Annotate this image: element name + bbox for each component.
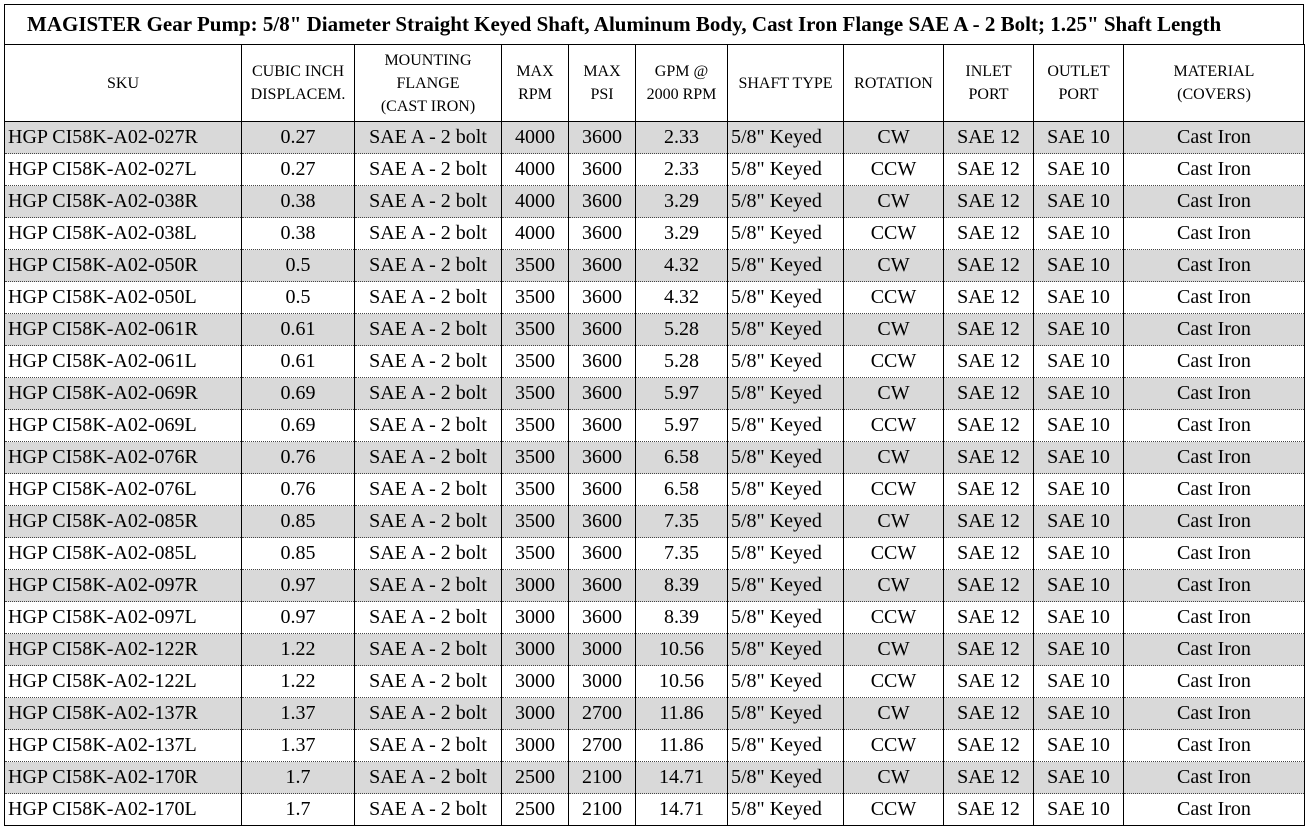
table-row: [5, 410, 1305, 442]
cell-gpm: 3.29: [636, 218, 728, 250]
header-row: [5, 45, 1305, 122]
cell-mounting-flange: SAE A - 2 bolt: [355, 442, 502, 474]
cell-inlet-port: SAE 12: [944, 346, 1034, 378]
cell-max-rpm: 3500: [502, 506, 569, 538]
cell-sku: HGP CI58K-A02-076R: [5, 442, 242, 474]
cell-mounting-flange: SAE A - 2 bolt: [355, 314, 502, 346]
cell-outlet-port: SAE 10: [1034, 154, 1124, 186]
cell-mounting-flange: SAE A - 2 bolt: [355, 378, 502, 410]
cell-inlet-port: SAE 12: [944, 634, 1034, 666]
cell-outlet-port: SAE 10: [1034, 314, 1124, 346]
cell-mounting-flange: SAE A - 2 bolt: [355, 474, 502, 506]
cell-shaft-type: 5/8" Keyed: [728, 538, 844, 570]
cell-max-psi: 3600: [569, 538, 636, 570]
cell-max-rpm: 2500: [502, 794, 569, 826]
cell-mounting-flange: SAE A - 2 bolt: [355, 634, 502, 666]
cell-material: Cast Iron: [1124, 538, 1305, 570]
table-row: [5, 538, 1305, 570]
table-row: [5, 634, 1305, 666]
cell-displacement: 0.85: [242, 506, 355, 538]
cell-max-rpm: 4000: [502, 154, 569, 186]
cell-mounting-flange: SAE A - 2 bolt: [355, 186, 502, 218]
cell-displacement: 0.97: [242, 570, 355, 602]
cell-material: Cast Iron: [1124, 698, 1305, 730]
cell-rotation: CCW: [844, 730, 944, 762]
cell-mounting-flange: SAE A - 2 bolt: [355, 122, 502, 154]
cell-shaft-type: 5/8" Keyed: [728, 730, 844, 762]
cell-gpm: 10.56: [636, 666, 728, 698]
cell-displacement: 0.61: [242, 314, 355, 346]
cell-mounting-flange: SAE A - 2 bolt: [355, 250, 502, 282]
table-row: [5, 474, 1305, 506]
column-header-displacement: CUBIC INCH DISPLACEM.: [242, 45, 355, 122]
cell-sku: HGP CI58K-A02-085L: [5, 538, 242, 570]
cell-max-psi: 2700: [569, 730, 636, 762]
cell-max-rpm: 3500: [502, 410, 569, 442]
cell-max-psi: 3600: [569, 410, 636, 442]
cell-outlet-port: SAE 10: [1034, 410, 1124, 442]
cell-material: Cast Iron: [1124, 762, 1305, 794]
column-header-mounting-flange: MOUNTING FLANGE (CAST IRON): [355, 45, 502, 122]
cell-sku: HGP CI58K-A02-069L: [5, 410, 242, 442]
cell-max-psi: 3600: [569, 378, 636, 410]
table-row: [5, 506, 1305, 538]
cell-mounting-flange: SAE A - 2 bolt: [355, 570, 502, 602]
cell-displacement: 1.22: [242, 666, 355, 698]
cell-sku: HGP CI58K-A02-069R: [5, 378, 242, 410]
cell-max-psi: 2100: [569, 762, 636, 794]
cell-gpm: 7.35: [636, 506, 728, 538]
table-row: [5, 666, 1305, 698]
cell-max-rpm: 3000: [502, 666, 569, 698]
cell-inlet-port: SAE 12: [944, 378, 1034, 410]
cell-outlet-port: SAE 10: [1034, 282, 1124, 314]
cell-sku: HGP CI58K-A02-097R: [5, 570, 242, 602]
cell-mounting-flange: SAE A - 2 bolt: [355, 666, 502, 698]
column-header-inlet-port: INLET PORT: [944, 45, 1034, 122]
cell-max-psi: 3600: [569, 346, 636, 378]
cell-max-psi: 3600: [569, 218, 636, 250]
cell-displacement: 0.69: [242, 378, 355, 410]
cell-sku: HGP CI58K-A02-170R: [5, 762, 242, 794]
cell-sku: HGP CI58K-A02-137R: [5, 698, 242, 730]
table-row: [5, 602, 1305, 634]
cell-shaft-type: 5/8" Keyed: [728, 442, 844, 474]
cell-gpm: 10.56: [636, 634, 728, 666]
cell-gpm: 2.33: [636, 122, 728, 154]
cell-inlet-port: SAE 12: [944, 570, 1034, 602]
cell-outlet-port: SAE 10: [1034, 186, 1124, 218]
cell-gpm: 7.35: [636, 538, 728, 570]
cell-gpm: 3.29: [636, 186, 728, 218]
cell-gpm: 6.58: [636, 474, 728, 506]
table-row: [5, 314, 1305, 346]
cell-max-rpm: 3000: [502, 602, 569, 634]
cell-mounting-flange: SAE A - 2 bolt: [355, 730, 502, 762]
cell-shaft-type: 5/8" Keyed: [728, 762, 844, 794]
table-row: [5, 282, 1305, 314]
column-header-shaft-type: SHAFT TYPE: [728, 45, 844, 122]
cell-max-psi: 3600: [569, 122, 636, 154]
cell-shaft-type: 5/8" Keyed: [728, 698, 844, 730]
cell-inlet-port: SAE 12: [944, 314, 1034, 346]
cell-displacement: 0.27: [242, 122, 355, 154]
cell-outlet-port: SAE 10: [1034, 602, 1124, 634]
cell-rotation: CW: [844, 506, 944, 538]
cell-gpm: 5.28: [636, 314, 728, 346]
cell-max-psi: 3600: [569, 442, 636, 474]
cell-displacement: 0.5: [242, 282, 355, 314]
cell-outlet-port: SAE 10: [1034, 730, 1124, 762]
table-row: [5, 250, 1305, 282]
cell-max-psi: 3000: [569, 666, 636, 698]
cell-rotation: CCW: [844, 602, 944, 634]
cell-mounting-flange: SAE A - 2 bolt: [355, 698, 502, 730]
cell-gpm: 11.86: [636, 730, 728, 762]
cell-rotation: CCW: [844, 410, 944, 442]
cell-outlet-port: SAE 10: [1034, 762, 1124, 794]
cell-inlet-port: SAE 12: [944, 474, 1034, 506]
cell-max-rpm: 3000: [502, 698, 569, 730]
cell-material: Cast Iron: [1124, 410, 1305, 442]
cell-max-rpm: 3500: [502, 378, 569, 410]
cell-outlet-port: SAE 10: [1034, 506, 1124, 538]
cell-shaft-type: 5/8" Keyed: [728, 314, 844, 346]
cell-sku: HGP CI58K-A02-027R: [5, 122, 242, 154]
cell-sku: HGP CI58K-A02-122R: [5, 634, 242, 666]
cell-sku: HGP CI58K-A02-097L: [5, 602, 242, 634]
cell-max-rpm: 3500: [502, 442, 569, 474]
cell-sku: HGP CI58K-A02-050L: [5, 282, 242, 314]
cell-outlet-port: SAE 10: [1034, 250, 1124, 282]
cell-inlet-port: SAE 12: [944, 154, 1034, 186]
cell-inlet-port: SAE 12: [944, 442, 1034, 474]
cell-mounting-flange: SAE A - 2 bolt: [355, 762, 502, 794]
cell-gpm: 8.39: [636, 602, 728, 634]
table-row: [5, 378, 1305, 410]
cell-max-rpm: 3500: [502, 282, 569, 314]
cell-outlet-port: SAE 10: [1034, 346, 1124, 378]
table-row: [5, 122, 1305, 154]
cell-gpm: 5.28: [636, 346, 728, 378]
cell-displacement: 0.38: [242, 218, 355, 250]
cell-rotation: CCW: [844, 346, 944, 378]
cell-outlet-port: SAE 10: [1034, 698, 1124, 730]
cell-max-rpm: 3000: [502, 634, 569, 666]
cell-material: Cast Iron: [1124, 474, 1305, 506]
cell-inlet-port: SAE 12: [944, 218, 1034, 250]
cell-max-psi: 3600: [569, 282, 636, 314]
cell-rotation: CCW: [844, 538, 944, 570]
cell-rotation: CCW: [844, 794, 944, 826]
cell-sku: HGP CI58K-A02-061L: [5, 346, 242, 378]
cell-max-psi: 3600: [569, 314, 636, 346]
cell-max-rpm: 4000: [502, 122, 569, 154]
table-row: [5, 730, 1305, 762]
table-row: [5, 570, 1305, 602]
cell-rotation: CCW: [844, 666, 944, 698]
table-body: [5, 122, 1305, 826]
cell-inlet-port: SAE 12: [944, 794, 1034, 826]
cell-sku: HGP CI58K-A02-038R: [5, 186, 242, 218]
cell-material: Cast Iron: [1124, 602, 1305, 634]
cell-shaft-type: 5/8" Keyed: [728, 250, 844, 282]
cell-inlet-port: SAE 12: [944, 762, 1034, 794]
cell-gpm: 14.71: [636, 762, 728, 794]
cell-displacement: 0.76: [242, 442, 355, 474]
cell-gpm: 8.39: [636, 570, 728, 602]
cell-max-psi: 3000: [569, 634, 636, 666]
cell-inlet-port: SAE 12: [944, 698, 1034, 730]
cell-shaft-type: 5/8" Keyed: [728, 634, 844, 666]
cell-max-rpm: 3500: [502, 538, 569, 570]
cell-mounting-flange: SAE A - 2 bolt: [355, 602, 502, 634]
cell-displacement: 0.76: [242, 474, 355, 506]
cell-sku: HGP CI58K-A02-170L: [5, 794, 242, 826]
cell-rotation: CW: [844, 570, 944, 602]
table-row: [5, 346, 1305, 378]
cell-mounting-flange: SAE A - 2 bolt: [355, 794, 502, 826]
cell-max-rpm: 4000: [502, 186, 569, 218]
cell-max-rpm: 3500: [502, 474, 569, 506]
cell-displacement: 0.97: [242, 602, 355, 634]
cell-material: Cast Iron: [1124, 666, 1305, 698]
cell-max-psi: 3600: [569, 154, 636, 186]
cell-sku: HGP CI58K-A02-137L: [5, 730, 242, 762]
cell-material: Cast Iron: [1124, 250, 1305, 282]
cell-max-rpm: 3500: [502, 346, 569, 378]
cell-gpm: 4.32: [636, 282, 728, 314]
cell-material: Cast Iron: [1124, 314, 1305, 346]
cell-mounting-flange: SAE A - 2 bolt: [355, 282, 502, 314]
column-header-gpm: GPM @ 2000 RPM: [636, 45, 728, 122]
cell-gpm: 4.32: [636, 250, 728, 282]
cell-mounting-flange: SAE A - 2 bolt: [355, 506, 502, 538]
cell-max-rpm: 3500: [502, 314, 569, 346]
cell-material: Cast Iron: [1124, 186, 1305, 218]
cell-displacement: 1.7: [242, 794, 355, 826]
cell-displacement: 0.61: [242, 346, 355, 378]
cell-inlet-port: SAE 12: [944, 282, 1034, 314]
cell-displacement: 0.38: [242, 186, 355, 218]
cell-shaft-type: 5/8" Keyed: [728, 474, 844, 506]
cell-max-psi: 3600: [569, 186, 636, 218]
cell-rotation: CW: [844, 442, 944, 474]
cell-displacement: 0.85: [242, 538, 355, 570]
cell-rotation: CW: [844, 314, 944, 346]
table-row: [5, 698, 1305, 730]
cell-mounting-flange: SAE A - 2 bolt: [355, 410, 502, 442]
cell-material: Cast Iron: [1124, 570, 1305, 602]
cell-material: Cast Iron: [1124, 730, 1305, 762]
cell-displacement: 1.37: [242, 698, 355, 730]
cell-rotation: CW: [844, 186, 944, 218]
cell-inlet-port: SAE 12: [944, 506, 1034, 538]
cell-displacement: 1.7: [242, 762, 355, 794]
table-row: [5, 154, 1305, 186]
cell-shaft-type: 5/8" Keyed: [728, 122, 844, 154]
cell-shaft-type: 5/8" Keyed: [728, 410, 844, 442]
cell-material: Cast Iron: [1124, 634, 1305, 666]
cell-sku: HGP CI58K-A02-076L: [5, 474, 242, 506]
cell-shaft-type: 5/8" Keyed: [728, 666, 844, 698]
column-header-rotation: ROTATION: [844, 45, 944, 122]
cell-inlet-port: SAE 12: [944, 410, 1034, 442]
cell-shaft-type: 5/8" Keyed: [728, 794, 844, 826]
cell-sku: HGP CI58K-A02-027L: [5, 154, 242, 186]
cell-sku: HGP CI58K-A02-050R: [5, 250, 242, 282]
cell-shaft-type: 5/8" Keyed: [728, 186, 844, 218]
cell-inlet-port: SAE 12: [944, 186, 1034, 218]
column-header-material: MATERIAL (COVERS): [1124, 45, 1305, 122]
cell-gpm: 14.71: [636, 794, 728, 826]
column-header-sku: SKU: [5, 45, 242, 122]
cell-rotation: CW: [844, 250, 944, 282]
cell-displacement: 1.22: [242, 634, 355, 666]
cell-shaft-type: 5/8" Keyed: [728, 506, 844, 538]
cell-gpm: 11.86: [636, 698, 728, 730]
cell-mounting-flange: SAE A - 2 bolt: [355, 154, 502, 186]
column-header-max-psi: MAX PSI: [569, 45, 636, 122]
cell-inlet-port: SAE 12: [944, 250, 1034, 282]
cell-material: Cast Iron: [1124, 378, 1305, 410]
cell-sku: HGP CI58K-A02-061R: [5, 314, 242, 346]
cell-material: Cast Iron: [1124, 154, 1305, 186]
cell-max-psi: 3600: [569, 250, 636, 282]
cell-max-rpm: 4000: [502, 218, 569, 250]
cell-mounting-flange: SAE A - 2 bolt: [355, 538, 502, 570]
cell-shaft-type: 5/8" Keyed: [728, 218, 844, 250]
cell-max-rpm: 3000: [502, 730, 569, 762]
cell-displacement: 0.27: [242, 154, 355, 186]
cell-material: Cast Iron: [1124, 794, 1305, 826]
cell-max-psi: 3600: [569, 570, 636, 602]
cell-material: Cast Iron: [1124, 506, 1305, 538]
cell-material: Cast Iron: [1124, 442, 1305, 474]
cell-rotation: CW: [844, 378, 944, 410]
cell-outlet-port: SAE 10: [1034, 570, 1124, 602]
table-row: [5, 794, 1305, 826]
cell-shaft-type: 5/8" Keyed: [728, 282, 844, 314]
cell-rotation: CW: [844, 762, 944, 794]
cell-material: Cast Iron: [1124, 346, 1305, 378]
cell-outlet-port: SAE 10: [1034, 634, 1124, 666]
cell-outlet-port: SAE 10: [1034, 666, 1124, 698]
cell-mounting-flange: SAE A - 2 bolt: [355, 346, 502, 378]
cell-inlet-port: SAE 12: [944, 602, 1034, 634]
cell-sku: HGP CI58K-A02-038L: [5, 218, 242, 250]
cell-outlet-port: SAE 10: [1034, 218, 1124, 250]
cell-rotation: CCW: [844, 218, 944, 250]
cell-gpm: 6.58: [636, 442, 728, 474]
cell-max-psi: 2100: [569, 794, 636, 826]
column-header-max-rpm: MAX RPM: [502, 45, 569, 122]
cell-shaft-type: 5/8" Keyed: [728, 378, 844, 410]
cell-shaft-type: 5/8" Keyed: [728, 570, 844, 602]
table-row: [5, 442, 1305, 474]
table-title: MAGISTER Gear Pump: 5/8" Diameter Straight Keyed Shaft, Aluminum Body, Cast Iron Flange SAE A - 2 Bolt; 1.25" Shaft Length: [4, 4, 1304, 44]
cell-mounting-flange: SAE A - 2 bolt: [355, 218, 502, 250]
cell-gpm: 2.33: [636, 154, 728, 186]
cell-material: Cast Iron: [1124, 122, 1305, 154]
cell-shaft-type: 5/8" Keyed: [728, 346, 844, 378]
cell-rotation: CCW: [844, 474, 944, 506]
cell-outlet-port: SAE 10: [1034, 122, 1124, 154]
cell-material: Cast Iron: [1124, 282, 1305, 314]
cell-outlet-port: SAE 10: [1034, 474, 1124, 506]
spec-sheet: [4, 4, 1304, 826]
cell-inlet-port: SAE 12: [944, 538, 1034, 570]
cell-outlet-port: SAE 10: [1034, 538, 1124, 570]
cell-sku: HGP CI58K-A02-085R: [5, 506, 242, 538]
cell-sku: HGP CI58K-A02-122L: [5, 666, 242, 698]
cell-max-psi: 3600: [569, 602, 636, 634]
cell-rotation: CW: [844, 698, 944, 730]
cell-displacement: 0.69: [242, 410, 355, 442]
cell-max-rpm: 3000: [502, 570, 569, 602]
cell-outlet-port: SAE 10: [1034, 442, 1124, 474]
cell-rotation: CCW: [844, 282, 944, 314]
cell-rotation: CCW: [844, 154, 944, 186]
cell-rotation: CW: [844, 122, 944, 154]
spec-table: [4, 44, 1305, 826]
cell-material: Cast Iron: [1124, 218, 1305, 250]
cell-displacement: 0.5: [242, 250, 355, 282]
cell-shaft-type: 5/8" Keyed: [728, 602, 844, 634]
cell-inlet-port: SAE 12: [944, 666, 1034, 698]
cell-max-psi: 3600: [569, 506, 636, 538]
cell-outlet-port: SAE 10: [1034, 378, 1124, 410]
cell-max-psi: 2700: [569, 698, 636, 730]
cell-displacement: 1.37: [242, 730, 355, 762]
cell-gpm: 5.97: [636, 410, 728, 442]
column-header-outlet-port: OUTLET PORT: [1034, 45, 1124, 122]
table-row: [5, 762, 1305, 794]
cell-inlet-port: SAE 12: [944, 122, 1034, 154]
cell-outlet-port: SAE 10: [1034, 794, 1124, 826]
table-row: [5, 218, 1305, 250]
cell-rotation: CW: [844, 634, 944, 666]
cell-max-psi: 3600: [569, 474, 636, 506]
table-row: [5, 186, 1305, 218]
cell-shaft-type: 5/8" Keyed: [728, 154, 844, 186]
cell-inlet-port: SAE 12: [944, 730, 1034, 762]
cell-gpm: 5.97: [636, 378, 728, 410]
cell-max-rpm: 3500: [502, 250, 569, 282]
cell-max-rpm: 2500: [502, 762, 569, 794]
